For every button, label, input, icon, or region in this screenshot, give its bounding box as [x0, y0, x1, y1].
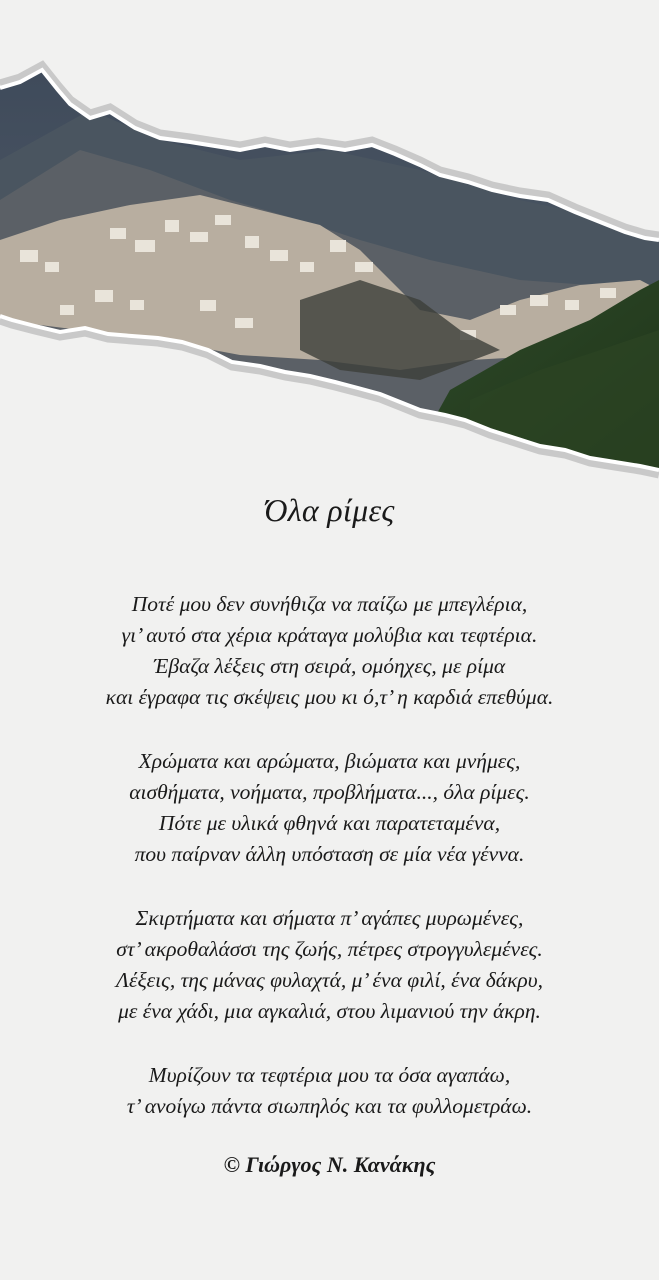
stanza	[0, 903, 659, 1027]
poem-line: Μυρίζουν τα τεφτέρια μου τα όσα αγαπάω,	[148, 1063, 511, 1087]
poem-line: γι’ αυτό στα χέρια κράταγα μολύβια και τεφτέρια.	[121, 623, 538, 647]
stanza	[0, 746, 659, 870]
poem-line: και έγραφα τις σκέψεις μου κι ό,τ’ η καρδιά επεθύμα.	[105, 685, 554, 709]
author-signature: © Γιώργος Ν. Κανάκης	[223, 1152, 436, 1177]
poem-line: Χρώματα και αρώματα, βιώματα και μνήμες,	[138, 749, 521, 773]
poem-line: στ’ ακροθαλάσσι της ζωής, πέτρες στρογγυλεμένες.	[116, 937, 543, 961]
poem-line: Πότε με υλικά φθηνά και παρατεταμένα,	[158, 811, 501, 835]
poem-line: με ένα χάδι, μια αγκαλιά, στου λιμανιού την άκρη.	[118, 999, 541, 1023]
stanza	[0, 589, 659, 713]
poem-line: αισθήματα, νοήματα, προβλήματα..., όλα ρίμες.	[129, 780, 530, 804]
poem-body	[0, 589, 659, 1155]
poem-title: Όλα ρίμες	[264, 492, 395, 528]
poem-line: Λέξεις, της μάνας φυλαχτά, μ’ ένα φιλί, ένα δάκρυ,	[116, 968, 543, 992]
poem-line: Ποτέ μου δεν συνήθιζα να παίζω με μπεγλέρια,	[131, 592, 528, 616]
stanza	[0, 1060, 659, 1122]
mountain-village-photo	[0, 0, 659, 480]
poem-line: Έβαζα λέξεις στη σειρά, ομόηχες, με ρίμα	[153, 654, 506, 678]
poem-line: Σκιρτήματα και σήματα π’ αγάπες μυρωμένες,	[135, 906, 524, 930]
poem-line: τ’ ανοίγω πάντα σιωπηλός και τα φυλλομετράω.	[126, 1094, 533, 1118]
poem-line: που παίρναν άλλη υπόσταση σε μία νέα γέννα.	[134, 842, 525, 866]
